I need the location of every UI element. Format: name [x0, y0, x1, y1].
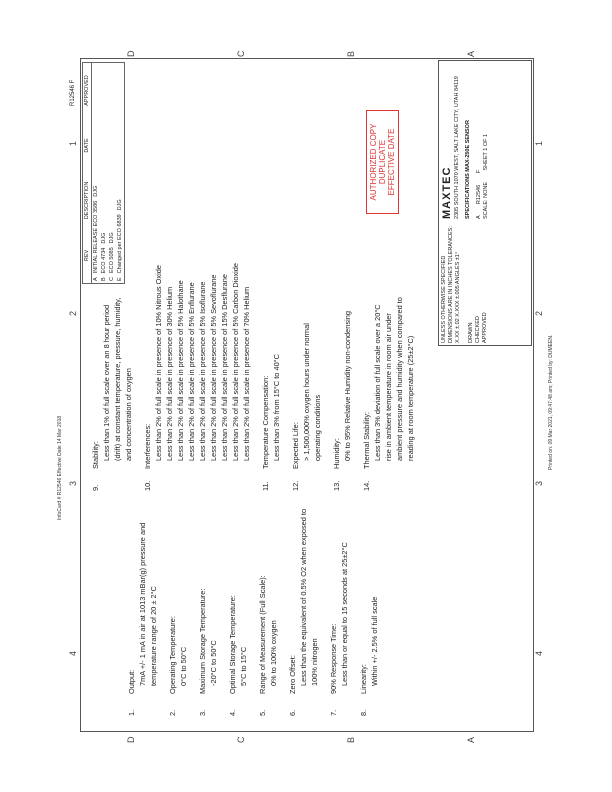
spec-item: 2. Operating Temperature: 0°C to 50°C	[168, 616, 188, 716]
corner-drawing-number: R12546 F	[70, 79, 76, 106]
zone-label: B	[346, 736, 356, 743]
scale-label: SCALE: NONE	[483, 182, 489, 219]
revision-row: B ECO 4734 DJG	[101, 232, 107, 281]
spec-item-interferences: 10. Interferences: Less than 2% of full scale in presence of 10% Nitrous Oxide Less than 2% of full scale in presence of 30% Helium Less than 2% of full scale in presence of 5% Halothane Less than 2% of full scale in presence of 5% Enflurane Less than 2% of full scale in presence of 5% Isoflurane Less than 2% of full scale in presence of 5% Sevoflurane Less than 2% of full scale in presence of 15% Desflurane Less than 2% of full scale in presence of 5% Carbon Dioxide Less than 2% of full scale in presence of 70% Helium	[143, 262, 251, 491]
title-block	[438, 60, 532, 346]
zone-label: 3	[534, 480, 544, 486]
zone-label: 4	[68, 650, 78, 656]
spec-item: 6. Zero Offset: Less than the equivalent of 0.5% O2 when exposed to 100% nitrogen	[288, 508, 319, 716]
interference-line: Less than 2% of full scale in presence of 5% Halothane	[176, 280, 185, 461]
interference-line: Less than 2% of full scale in presence of 5% Carbon Dioxide	[231, 262, 240, 461]
revision-letter: F	[476, 169, 482, 174]
zone-label: D	[126, 736, 136, 743]
authorized-copy-stamp: AUTHORIZED COPY DUPLICATE EFFECTIVE DATE	[366, 110, 399, 214]
interference-line: Less than 2% of full scale in presence of 30% Helium	[165, 286, 174, 461]
spec-item: 12. Expected Life: > 1,500,000% oxygen hours under normal operating conditions	[291, 323, 322, 491]
interference-line: Less than 2% of full scale in presence of 5% Enflurane	[187, 282, 196, 461]
approved-label: APPROVED	[482, 312, 488, 343]
spec-item: 7. 90% Response Time: Less than or equal to 15 seconds at 25±2°C	[329, 542, 349, 716]
spec-item: 9. Stability: Less than 1% of full scale over an 8 hour period (drift) at constant temperature, pressure, humidity, and concentration of oxygen	[91, 297, 133, 491]
revision-header: REV DESCRIPTION DATE APPROVED	[83, 63, 92, 283]
specs-column-right	[90, 262, 424, 491]
revision-table	[82, 62, 125, 284]
size-value: A	[476, 215, 482, 219]
tolerance-notes: UNLESS OTHERWISE SPECIFIED DIMENSIONS ARE IN INCHES TOLERANCES: X.XX ±.02 X.XXX ±.005 ANGLES ±1°	[441, 226, 461, 343]
zone-label: A	[466, 50, 476, 57]
spec-item: 3. Maximum Storage Temperature: -20°C to 50°C	[198, 588, 218, 716]
interference-line: Less than 2% of full scale in presence of 10% Nitrous Oxide	[154, 265, 163, 461]
company-address: 2305 SOUTH 1070 WEST, SALT LAKE CITY, UTAH 84119	[454, 76, 460, 219]
title-block-right	[441, 63, 490, 219]
spec-item: 13. Humidity: 0% to 95% Relative Humidity non-condensing	[332, 311, 352, 491]
drawing-title: SPECIFICATIONS MAX-250E SENSOR	[465, 120, 471, 219]
interference-line: Less than 2% of full scale in presence of 15% Desflurane	[220, 274, 229, 461]
spec-item: 5. Range of Measurement (Full Scale): 0% to 100% oxygen	[258, 575, 278, 716]
zone-label: C	[236, 50, 246, 57]
specs-column-left	[126, 501, 388, 716]
revision-row: A INITIAL RELEASE ECO 3586 DJG	[93, 185, 99, 281]
zone-label: B	[346, 50, 356, 57]
rotated-drawing	[66, 46, 546, 746]
print-info-margin-text: Printed on: 09 Mar 2021, 09:47:48 am; Printed by: DUMEEN.	[548, 334, 554, 470]
spec-item: 4. Optimal Storage Temperature: 5°C to 15°C	[228, 595, 248, 716]
zone-label: 1	[68, 140, 78, 146]
interference-line: Less than 2% of full scale in presence of 5% Sevoflurane	[209, 274, 218, 461]
zone-label: 1	[534, 140, 544, 146]
zone-label: C	[236, 736, 246, 743]
zone-label: 2	[68, 310, 78, 316]
checked-label: CHECKED	[475, 316, 481, 343]
spec-item: 11. Temperature Compensation: Less than 3% from 15°C to 40°C	[261, 354, 281, 491]
interference-line: Less than 2% of full scale in presence of 70% Helium	[242, 286, 251, 461]
zone-label: A	[466, 736, 476, 743]
zone-label: 3	[68, 480, 78, 486]
drawn-label: DRAWN	[468, 322, 474, 343]
zone-label: 4	[534, 650, 544, 656]
title-block-left	[441, 223, 489, 343]
revision-row: C ECO 5085 DJG	[109, 232, 115, 281]
infocard-margin-text: InfoCard # R12546 Effective Date 14 Mar 2018	[57, 415, 63, 520]
revision-row: E Changed per ECO 6839 DJG	[117, 199, 123, 281]
company-logo: MAXTEC	[441, 166, 453, 219]
drawing-number: R12546	[476, 184, 482, 205]
interference-line: Less than 2% of full scale in presence of 5% Isoflurane	[198, 281, 207, 461]
zone-label: D	[126, 50, 136, 57]
spec-item: 8. Linearity: Within +/- 2.5% of full scale	[359, 596, 379, 716]
zone-label: 2	[534, 310, 544, 316]
spec-item: 14. Thermal Stability: Less than 3% deviation of full scale over a 20°C rise in ambient temperature in room air under ambient pressure and humidity when compared to reading at room temperature (25±2°C)	[362, 297, 415, 491]
sheet-label: SHEET 1 OF 1	[483, 133, 489, 171]
spec-item: 1. Output: 7mA +/- 1 mA in air at 1013 mBar(g) pressure and temperature range of 20 ± 2°C	[127, 522, 158, 716]
